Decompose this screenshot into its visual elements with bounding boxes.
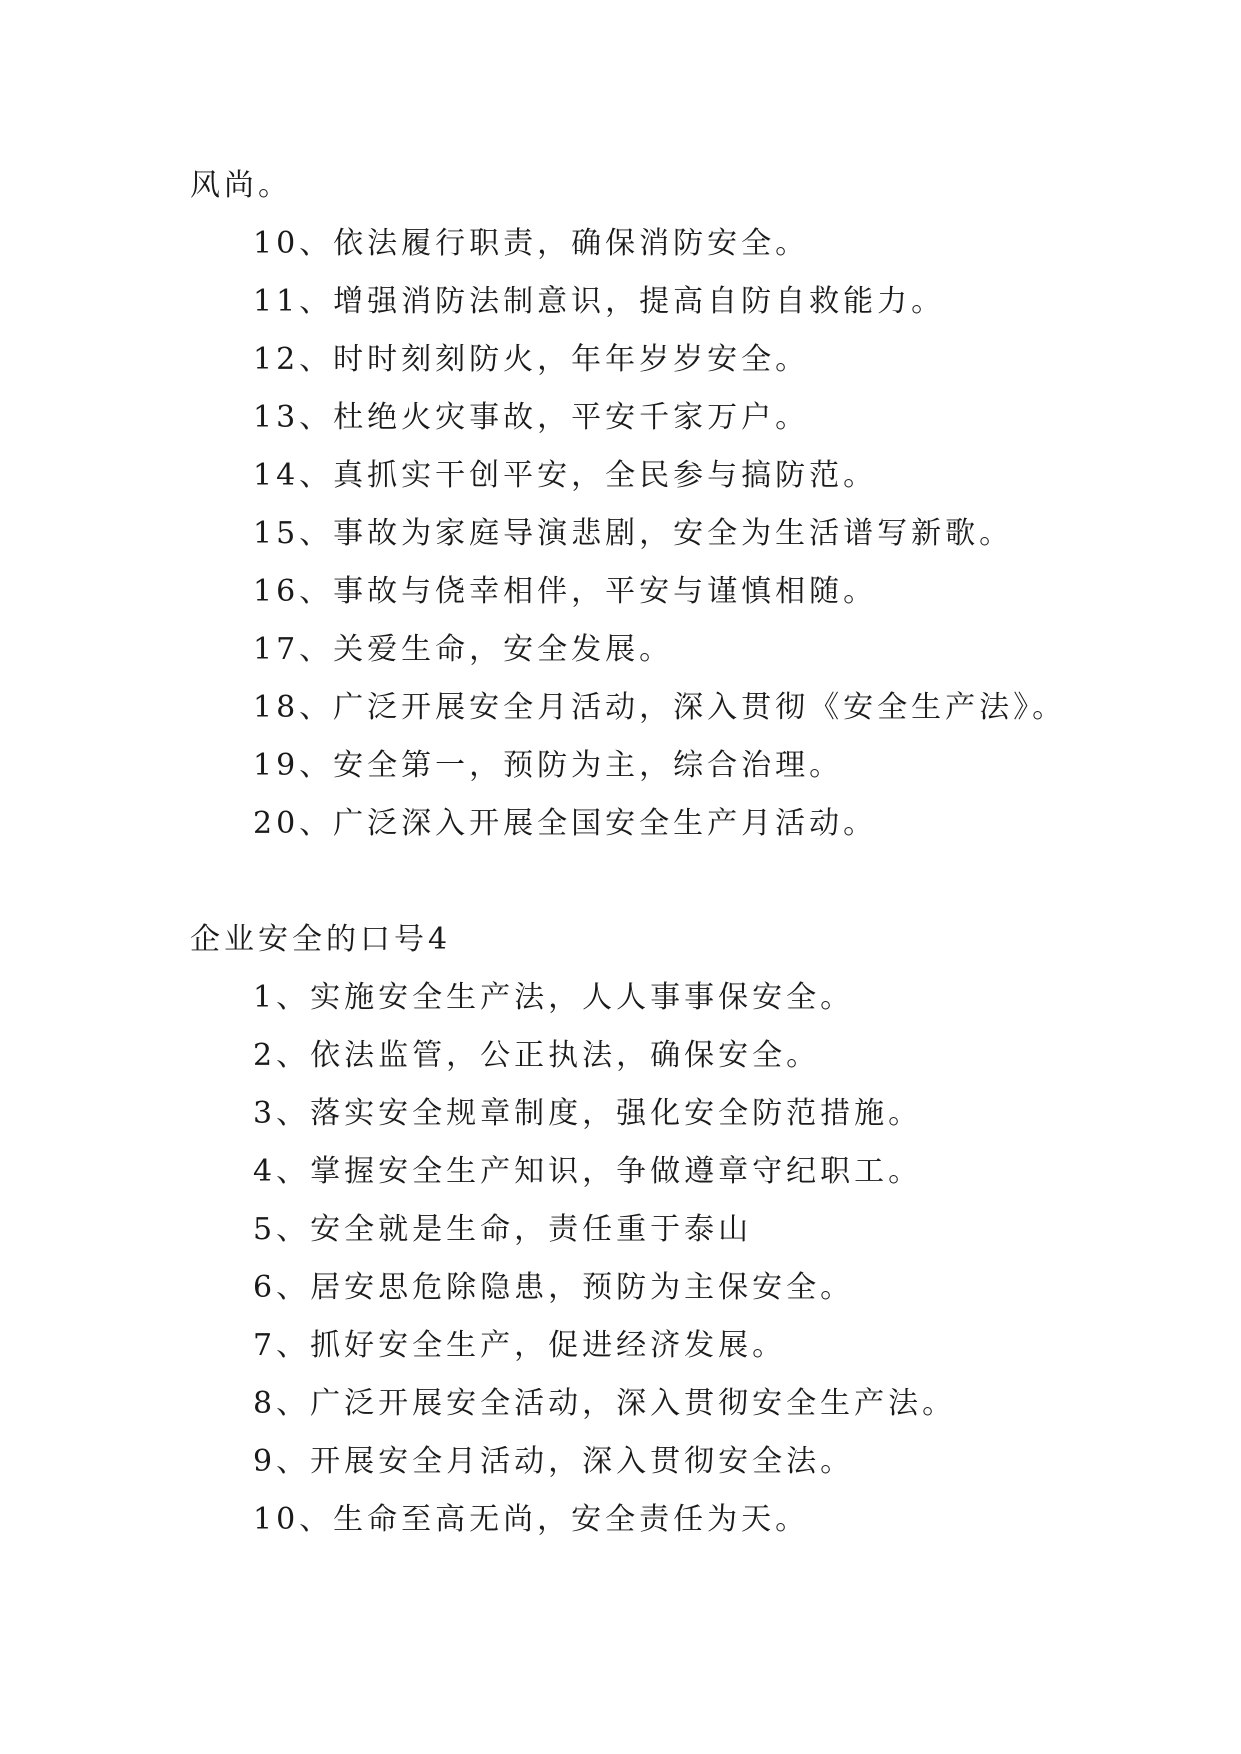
list-item: 19、安全第一，预防为主，综合治理。 — [253, 748, 844, 783]
continuation-text: 风尚。 — [190, 168, 292, 203]
list-item: 6、居安思危除隐患，预防为主保安全。 — [253, 1270, 855, 1305]
list-item: 15、事故为家庭导演悲剧，安全为生活谱写新歌。 — [253, 516, 1014, 551]
section-heading: 企业安全的口号4 — [190, 922, 452, 957]
list-item: 3、落实安全规章制度，强化安全防范措施。 — [253, 1096, 923, 1131]
list-item: 9、开展安全月活动，深入贯彻安全法。 — [253, 1444, 855, 1479]
list-item: 17、关爱生命，安全发展。 — [253, 632, 674, 667]
list-item: 5、安全就是生命，责任重于泰山 — [253, 1212, 753, 1247]
list-item: 10、生命至高无尚，安全责任为天。 — [253, 1502, 810, 1537]
list-item: 16、事故与侥幸相伴，平安与谨慎相随。 — [253, 574, 878, 609]
list-item: 7、抓好安全生产，促进经济发展。 — [253, 1328, 787, 1363]
list-item: 18、广泛开展安全月活动，深入贯彻《安全生产法》。 — [253, 690, 1067, 725]
list-item: 11、增强消防法制意识，提高自防自救能力。 — [253, 284, 946, 319]
list-item: 1、实施安全生产法，人人事事保安全。 — [253, 980, 855, 1015]
list-item: 4、掌握安全生产知识，争做遵章守纪职工。 — [253, 1154, 923, 1189]
list-item: 12、时时刻刻防火，年年岁岁安全。 — [253, 342, 810, 377]
list-item: 20、广泛深入开展全国安全生产月活动。 — [253, 806, 878, 841]
list-item: 8、广泛开展安全活动，深入贯彻安全生产法。 — [253, 1386, 957, 1421]
list-item: 2、依法监管，公正执法，确保安全。 — [253, 1038, 821, 1073]
list-item: 13、杜绝火灾事故，平安千家万户。 — [253, 400, 810, 435]
list-item: 10、依法履行职责，确保消防安全。 — [253, 226, 810, 261]
list-item: 14、真抓实干创平安，全民参与搞防范。 — [253, 458, 878, 493]
